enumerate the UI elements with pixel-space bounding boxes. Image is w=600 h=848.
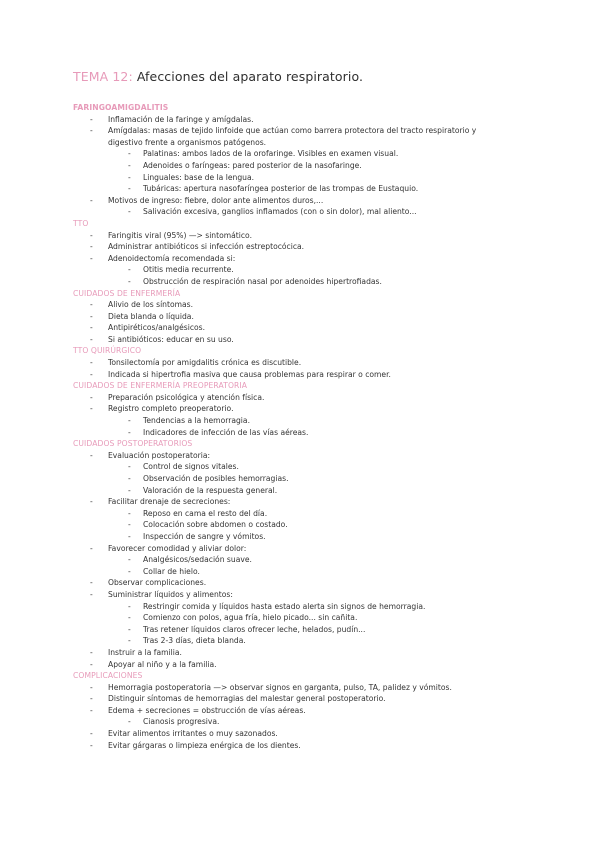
list-item: - Si antibióticos: educar en su uso. — [73, 334, 503, 346]
section-heading-preoperatoria: CUIDADOS DE ENFERMERÍA PREOPERATORIA — [73, 381, 248, 391]
sublist-registro — [108, 415, 503, 438]
section-heading-postoperatorios: CUIDADOS POSTOPERATORIOS — [73, 439, 193, 449]
list-item-text: Registro completo preoperatorio. — [108, 404, 234, 414]
list-complicaciones — [73, 682, 503, 752]
list-item-text: Facilitar drenaje de secreciones: — [108, 497, 231, 507]
sublist-item: - Restringir comida y líquidos hasta estado alerta sin signos de hemorragia. — [108, 601, 503, 613]
list-item: - Tonsilectomía por amigdalitis crónica es discutible. — [73, 357, 503, 369]
sublist-item: - Indicadores de infección de las vías aéreas. — [108, 427, 503, 439]
list-item: - Inflamación de la faringe y amígdalas. — [73, 114, 503, 126]
list-item: - Hemorragia postoperatoria —> observar signos en garganta, pulso, TA, palidez y vómitos. — [73, 682, 503, 694]
list-item-text: Motivos de ingreso: fiebre, dolor ante alimentos duros,... — [108, 195, 324, 205]
list-item: - Evitar gárgaras o limpieza enérgica de los dientes. — [73, 740, 503, 752]
list-item — [73, 253, 503, 288]
list-item — [73, 403, 503, 438]
sublist-comodidad — [108, 554, 503, 577]
section-heading-complicaciones: COMPLICACIONES — [73, 671, 143, 681]
sublist-item: - Tubáricas: apertura nasofaríngea posterior de las trompas de Eustaquio. — [108, 183, 503, 195]
list-tto-quirurgico — [73, 357, 503, 380]
list-faringoamigdalitis — [73, 114, 503, 218]
list-item: - Observar complicaciones. — [73, 577, 503, 589]
sublist-item: - Reposo en cama el resto del día. — [108, 508, 503, 520]
list-item: - Distinguir síntomas de hemorragias del malestar general postoperatorio. — [73, 693, 503, 705]
sublist-evaluacion — [108, 461, 503, 496]
sublist-item: - Obstrucción de respiración nasal por adenoides hipertrofiadas. — [108, 276, 503, 288]
list-item — [73, 543, 503, 578]
page-title — [73, 69, 363, 84]
sublist-item: - Palatinas: ambos lados de la orofaringe. Visibles en examen visual. — [108, 148, 503, 160]
sublist-drenaje — [108, 508, 503, 543]
list-item: - Instruir a la familia. — [73, 647, 503, 659]
section-heading-faringoamigdalitis: FARINGOAMIGDALITIS — [73, 103, 169, 112]
sublist-item: - Valoración de la respuesta general. — [108, 485, 503, 497]
list-item: - Preparación psicológica y atención física. — [73, 392, 503, 404]
list-item: - Administrar antibióticos si infección estreptocócica. — [73, 241, 503, 253]
sublist-adenoidectomia — [108, 264, 503, 287]
sublist-item: - Tendencias a la hemorragia. — [108, 415, 503, 427]
list-item-text: Suministrar líquidos y alimentos: — [108, 589, 233, 599]
sublist-item: - Comienzo con polos, agua fría, hielo picado... sin cañita. — [108, 612, 503, 624]
list-item — [73, 589, 503, 647]
sublist-item: - Salivación excesiva, ganglios inflamados (con o sin dolor), mal aliento... — [108, 206, 503, 218]
list-item: - Alivio de los síntomas. — [73, 299, 503, 311]
document-content — [73, 102, 503, 751]
sublist-item: - Otitis media recurrente. — [108, 264, 503, 276]
title-prefix: TEMA 12: — [73, 69, 133, 84]
list-item — [73, 450, 503, 496]
list-item — [73, 125, 503, 195]
sublist-item: - Analgésicos/sedación suave. — [108, 554, 503, 566]
list-item-text: Amígdalas: masas de tejido linfoide que actúan como barrera protectora del tracto respiratorio y digestivo frente a organismos patógenos. — [108, 126, 477, 147]
sublist-liquidos — [108, 601, 503, 647]
sublist-motivos — [108, 206, 503, 218]
section-heading-cuidados: CUIDADOS DE ENFERMERÍA — [73, 288, 181, 298]
sublist-item: - Collar de hielo. — [108, 566, 503, 578]
list-item: - Antipiréticos/analgésicos. — [73, 322, 503, 334]
list-preoperatoria — [73, 392, 503, 438]
list-item: - Apoyar al niño y a la familia. — [73, 659, 503, 671]
list-item: - Faringitis viral (95%) —> sintomático. — [73, 230, 503, 242]
sublist-item: - Cianosis progresiva. — [108, 716, 503, 728]
section-heading-tto: TTO — [73, 218, 89, 228]
list-item-text: Evaluación postoperatoria: — [108, 450, 211, 460]
sublist-edema — [108, 716, 503, 728]
sublist-item: - Colocación sobre abdomen o costado. — [108, 519, 503, 531]
sublist-item: - Tras retener líquidos claros ofrecer leche, helados, pudín... — [108, 624, 503, 636]
title-text: Afecciones del aparato respiratorio. — [132, 69, 364, 84]
list-item: - Dieta blanda o líquida. — [73, 311, 503, 323]
list-tto — [73, 230, 503, 288]
list-cuidados — [73, 299, 503, 345]
list-item-text: Edema + secreciones = obstrucción de vías aéreas. — [108, 705, 306, 715]
sublist-item: - Tras 2-3 días, dieta blanda. — [108, 635, 503, 647]
sublist-item: - Adenoides o faríngeas: pared posterior de la nasofaringe. — [108, 160, 503, 172]
sublist-amigdalas — [108, 148, 503, 194]
list-item — [73, 195, 503, 218]
sublist-item: - Inspección de sangre y vómitos. — [108, 531, 503, 543]
sublist-item: - Control de signos vitales. — [108, 461, 503, 473]
list-item-text: Adenoidectomía recomendada si: — [108, 253, 236, 263]
sublist-item: - Observación de posibles hemorragias. — [108, 473, 503, 485]
list-postoperatorios — [73, 450, 503, 670]
list-item — [73, 705, 503, 728]
list-item: - Evitar alimentos irritantes o muy sazonados. — [73, 728, 503, 740]
list-item-text: Favorecer comodidad y aliviar dolor: — [108, 543, 247, 553]
sublist-item: - Linguales: base de la lengua. — [108, 172, 503, 184]
list-item — [73, 496, 503, 542]
section-heading-tto-quirurgico: TTO QUIRÚRGICO — [73, 346, 142, 356]
list-item: - Indicada si hipertrofia masiva que causa problemas para respirar o comer. — [73, 369, 503, 381]
